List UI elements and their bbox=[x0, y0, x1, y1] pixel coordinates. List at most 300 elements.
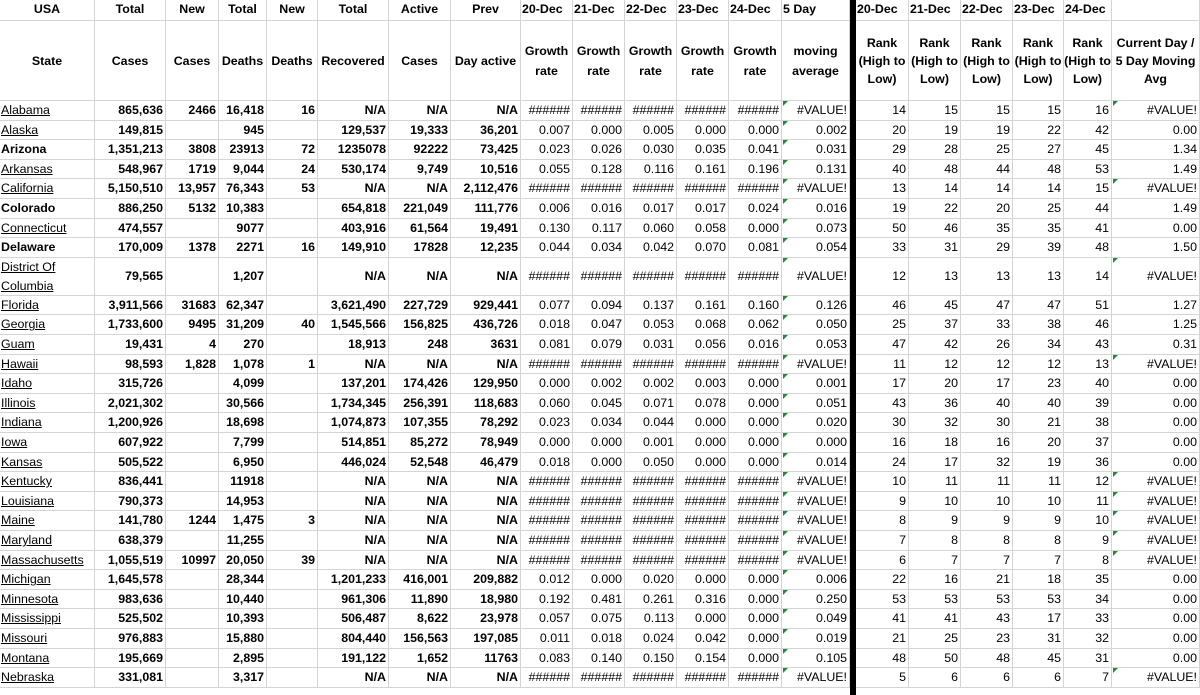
state-name-cell[interactable] bbox=[0, 121, 95, 141]
state-link[interactable]: Hawaii bbox=[1, 356, 39, 371]
cell-rank-23-dec[interactable] bbox=[1013, 238, 1064, 258]
state-link[interactable]: Arizona bbox=[1, 142, 47, 157]
cell-rank-21-dec[interactable] bbox=[909, 219, 961, 239]
cell-growth-23-dec[interactable] bbox=[677, 668, 729, 688]
cell-total-cases[interactable] bbox=[95, 258, 166, 296]
cell-rank-20-dec[interactable] bbox=[856, 258, 909, 296]
cell-growth-22-dec[interactable] bbox=[625, 492, 677, 512]
cell-rank-20-dec[interactable] bbox=[856, 238, 909, 258]
header2-prev-day-active[interactable] bbox=[451, 21, 521, 101]
cell-total-deaths[interactable] bbox=[219, 179, 267, 199]
cell-moving-average[interactable] bbox=[782, 551, 850, 571]
cell-rank-24-dec[interactable] bbox=[1064, 238, 1112, 258]
cell-total-deaths[interactable] bbox=[219, 649, 267, 669]
cell-rank-23-dec[interactable] bbox=[1013, 394, 1064, 414]
cell-prev-day-active[interactable] bbox=[451, 219, 521, 239]
cell-rank-20-dec[interactable] bbox=[856, 199, 909, 219]
state-name-cell[interactable] bbox=[0, 219, 95, 239]
cell-growth-24-dec[interactable] bbox=[729, 374, 782, 394]
cell-rank-22-dec[interactable] bbox=[961, 472, 1013, 492]
cell-current-day-ratio[interactable] bbox=[1112, 315, 1200, 335]
cell-total-deaths[interactable] bbox=[219, 433, 267, 453]
cell-growth-23-dec[interactable] bbox=[677, 160, 729, 180]
cell-moving-average[interactable] bbox=[782, 219, 850, 239]
cell-total-deaths[interactable] bbox=[219, 101, 267, 121]
cell-total-cases[interactable] bbox=[95, 609, 166, 629]
cell-growth-23-dec[interactable] bbox=[677, 570, 729, 590]
cell-growth-23-dec[interactable] bbox=[677, 649, 729, 669]
cell-total-recovered[interactable] bbox=[318, 238, 389, 258]
cell-total-deaths[interactable] bbox=[219, 413, 267, 433]
cell-total-recovered[interactable] bbox=[318, 140, 389, 160]
cell-growth-22-dec[interactable] bbox=[625, 394, 677, 414]
cell-new-cases[interactable] bbox=[166, 629, 219, 649]
state-name-cell[interactable] bbox=[0, 315, 95, 335]
cell-active-cases[interactable] bbox=[389, 629, 451, 649]
cell-new-cases[interactable] bbox=[166, 590, 219, 610]
cell-new-deaths[interactable] bbox=[267, 433, 318, 453]
cell-rank-20-dec[interactable] bbox=[856, 219, 909, 239]
cell-current-day-ratio[interactable] bbox=[1112, 590, 1200, 610]
cell-rank-21-dec[interactable] bbox=[909, 199, 961, 219]
cell-new-cases[interactable] bbox=[166, 160, 219, 180]
cell-rank-21-dec[interactable] bbox=[909, 511, 961, 531]
cell-prev-day-active[interactable] bbox=[451, 609, 521, 629]
cell-rank-23-dec[interactable] bbox=[1013, 121, 1064, 141]
cell-growth-21-dec[interactable] bbox=[573, 629, 625, 649]
cell-growth-24-dec[interactable] bbox=[729, 649, 782, 669]
header-growth-20-dec[interactable] bbox=[521, 0, 573, 21]
cell-growth-24-dec[interactable] bbox=[729, 238, 782, 258]
cell-growth-24-dec[interactable] bbox=[729, 590, 782, 610]
cell-active-cases[interactable] bbox=[389, 160, 451, 180]
cell-growth-24-dec[interactable] bbox=[729, 433, 782, 453]
header-growth-23-dec[interactable] bbox=[677, 0, 729, 21]
cell-growth-24-dec[interactable] bbox=[729, 609, 782, 629]
cell-growth-20-dec[interactable] bbox=[521, 433, 573, 453]
cell-new-deaths[interactable] bbox=[267, 609, 318, 629]
cell-active-cases[interactable] bbox=[389, 649, 451, 669]
cell-rank-21-dec[interactable] bbox=[909, 609, 961, 629]
cell-rank-22-dec[interactable] bbox=[961, 413, 1013, 433]
cell-total-deaths[interactable] bbox=[219, 531, 267, 551]
cell-active-cases[interactable] bbox=[389, 335, 451, 355]
cell-growth-20-dec[interactable] bbox=[521, 238, 573, 258]
cell-active-cases[interactable] bbox=[389, 355, 451, 375]
cell-total-deaths[interactable] bbox=[219, 238, 267, 258]
cell-rank-22-dec[interactable] bbox=[961, 199, 1013, 219]
cell-growth-20-dec[interactable] bbox=[521, 629, 573, 649]
cell-active-cases[interactable] bbox=[389, 531, 451, 551]
cell-total-cases[interactable] bbox=[95, 492, 166, 512]
cell-total-recovered[interactable] bbox=[318, 121, 389, 141]
cell-growth-24-dec[interactable] bbox=[729, 219, 782, 239]
header-total-recovered[interactable] bbox=[318, 0, 389, 21]
state-name-cell[interactable] bbox=[0, 433, 95, 453]
cell-growth-20-dec[interactable] bbox=[521, 531, 573, 551]
cell-growth-22-dec[interactable] bbox=[625, 140, 677, 160]
cell-current-day-ratio[interactable] bbox=[1112, 374, 1200, 394]
cell-new-deaths[interactable] bbox=[267, 374, 318, 394]
cell-total-deaths[interactable] bbox=[219, 355, 267, 375]
cell-active-cases[interactable] bbox=[389, 570, 451, 590]
cell-rank-24-dec[interactable] bbox=[1064, 668, 1112, 688]
cell-rank-24-dec[interactable] bbox=[1064, 609, 1112, 629]
cell-growth-22-dec[interactable] bbox=[625, 531, 677, 551]
cell-new-cases[interactable] bbox=[166, 199, 219, 219]
cell-growth-23-dec[interactable] bbox=[677, 335, 729, 355]
header2-state[interactable] bbox=[0, 21, 95, 101]
cell-rank-21-dec[interactable] bbox=[909, 629, 961, 649]
cell-current-day-ratio[interactable] bbox=[1112, 668, 1200, 688]
cell-current-day-ratio[interactable] bbox=[1112, 531, 1200, 551]
header-rank-21-dec[interactable] bbox=[909, 0, 961, 21]
cell-new-cases[interactable] bbox=[166, 101, 219, 121]
cell-rank-23-dec[interactable] bbox=[1013, 315, 1064, 335]
cell-active-cases[interactable] bbox=[389, 433, 451, 453]
cell-growth-21-dec[interactable] bbox=[573, 668, 625, 688]
cell-new-cases[interactable] bbox=[166, 413, 219, 433]
cell-rank-24-dec[interactable] bbox=[1064, 121, 1112, 141]
cell-rank-20-dec[interactable] bbox=[856, 433, 909, 453]
cell-growth-22-dec[interactable] bbox=[625, 219, 677, 239]
cell-prev-day-active[interactable] bbox=[451, 472, 521, 492]
cell-growth-21-dec[interactable] bbox=[573, 101, 625, 121]
cell-growth-23-dec[interactable] bbox=[677, 258, 729, 296]
cell-growth-24-dec[interactable] bbox=[729, 472, 782, 492]
cell-total-cases[interactable] bbox=[95, 179, 166, 199]
cell-active-cases[interactable] bbox=[389, 296, 451, 316]
state-link[interactable]: Mississippi bbox=[1, 611, 61, 626]
cell-growth-23-dec[interactable] bbox=[677, 629, 729, 649]
state-name-cell[interactable] bbox=[0, 649, 95, 669]
cell-growth-21-dec[interactable] bbox=[573, 199, 625, 219]
cell-moving-average[interactable] bbox=[782, 413, 850, 433]
cell-total-cases[interactable] bbox=[95, 374, 166, 394]
cell-growth-23-dec[interactable] bbox=[677, 179, 729, 199]
cell-rank-22-dec[interactable] bbox=[961, 140, 1013, 160]
cell-growth-23-dec[interactable] bbox=[677, 413, 729, 433]
cell-moving-average[interactable] bbox=[782, 570, 850, 590]
cell-prev-day-active[interactable] bbox=[451, 551, 521, 571]
cell-growth-21-dec[interactable] bbox=[573, 355, 625, 375]
cell-growth-20-dec[interactable] bbox=[521, 590, 573, 610]
state-link[interactable]: California bbox=[1, 181, 54, 196]
cell-new-cases[interactable] bbox=[166, 219, 219, 239]
cell-rank-24-dec[interactable] bbox=[1064, 179, 1112, 199]
state-name-cell[interactable] bbox=[0, 413, 95, 433]
cell-total-recovered[interactable] bbox=[318, 258, 389, 296]
state-name-cell[interactable] bbox=[0, 394, 95, 414]
cell-active-cases[interactable] bbox=[389, 101, 451, 121]
cell-total-cases[interactable] bbox=[95, 472, 166, 492]
cell-growth-20-dec[interactable] bbox=[521, 492, 573, 512]
cell-total-recovered[interactable] bbox=[318, 570, 389, 590]
cell-total-cases[interactable] bbox=[95, 629, 166, 649]
header2-rank-21-dec[interactable] bbox=[909, 21, 961, 101]
cell-growth-20-dec[interactable] bbox=[521, 668, 573, 688]
cell-growth-21-dec[interactable] bbox=[573, 335, 625, 355]
cell-growth-24-dec[interactable] bbox=[729, 511, 782, 531]
state-link[interactable]: Guam bbox=[1, 337, 35, 351]
cell-prev-day-active[interactable] bbox=[451, 199, 521, 219]
header2-growth-24-dec[interactable] bbox=[729, 21, 782, 101]
cell-new-deaths[interactable] bbox=[267, 296, 318, 316]
cell-growth-23-dec[interactable] bbox=[677, 472, 729, 492]
header-new-deaths[interactable] bbox=[267, 0, 318, 21]
cell-rank-21-dec[interactable] bbox=[909, 413, 961, 433]
cell-growth-20-dec[interactable] bbox=[521, 160, 573, 180]
cell-growth-20-dec[interactable] bbox=[521, 374, 573, 394]
cell-new-cases[interactable] bbox=[166, 179, 219, 199]
cell-moving-average[interactable] bbox=[782, 668, 850, 688]
cell-moving-average[interactable] bbox=[782, 492, 850, 512]
cell-growth-24-dec[interactable] bbox=[729, 140, 782, 160]
cell-growth-20-dec[interactable] bbox=[521, 101, 573, 121]
cell-total-recovered[interactable] bbox=[318, 179, 389, 199]
cell-total-cases[interactable] bbox=[95, 531, 166, 551]
header2-rank-22-dec[interactable] bbox=[961, 21, 1013, 101]
cell-new-cases[interactable] bbox=[166, 315, 219, 335]
header-total-cases[interactable] bbox=[95, 0, 166, 21]
cell-active-cases[interactable] bbox=[389, 453, 451, 473]
cell-prev-day-active[interactable] bbox=[451, 121, 521, 141]
header2-active-cases[interactable] bbox=[389, 21, 451, 101]
state-link[interactable]: Idaho bbox=[1, 376, 33, 391]
cell-new-cases[interactable] bbox=[166, 296, 219, 316]
cell-growth-20-dec[interactable] bbox=[521, 140, 573, 160]
cell-total-recovered[interactable] bbox=[318, 551, 389, 571]
cell-new-deaths[interactable] bbox=[267, 258, 318, 296]
state-name-cell[interactable] bbox=[0, 590, 95, 610]
cell-rank-22-dec[interactable] bbox=[961, 219, 1013, 239]
cell-prev-day-active[interactable] bbox=[451, 101, 521, 121]
cell-rank-20-dec[interactable] bbox=[856, 296, 909, 316]
cell-total-cases[interactable] bbox=[95, 394, 166, 414]
header2-rank-24-dec[interactable] bbox=[1064, 21, 1112, 101]
cell-rank-24-dec[interactable] bbox=[1064, 413, 1112, 433]
header2-total-cases[interactable] bbox=[95, 21, 166, 101]
cell-rank-24-dec[interactable] bbox=[1064, 492, 1112, 512]
cell-rank-23-dec[interactable] bbox=[1013, 570, 1064, 590]
cell-total-recovered[interactable] bbox=[318, 492, 389, 512]
cell-total-cases[interactable] bbox=[95, 551, 166, 571]
cell-rank-23-dec[interactable] bbox=[1013, 433, 1064, 453]
cell-rank-20-dec[interactable] bbox=[856, 570, 909, 590]
state-link[interactable]: Illinois bbox=[1, 395, 36, 410]
cell-rank-21-dec[interactable] bbox=[909, 140, 961, 160]
cell-active-cases[interactable] bbox=[389, 413, 451, 433]
cell-total-cases[interactable] bbox=[95, 649, 166, 669]
cell-current-day-ratio[interactable] bbox=[1112, 160, 1200, 180]
cell-current-day-ratio[interactable] bbox=[1112, 179, 1200, 199]
cell-total-deaths[interactable] bbox=[219, 140, 267, 160]
cell-total-recovered[interactable] bbox=[318, 472, 389, 492]
cell-prev-day-active[interactable] bbox=[451, 179, 521, 199]
cell-active-cases[interactable] bbox=[389, 121, 451, 141]
cell-rank-23-dec[interactable] bbox=[1013, 551, 1064, 571]
cell-prev-day-active[interactable] bbox=[451, 374, 521, 394]
cell-prev-day-active[interactable] bbox=[451, 590, 521, 610]
cell-growth-21-dec[interactable] bbox=[573, 551, 625, 571]
cell-rank-24-dec[interactable] bbox=[1064, 629, 1112, 649]
cell-rank-21-dec[interactable] bbox=[909, 101, 961, 121]
cell-total-cases[interactable] bbox=[95, 413, 166, 433]
cell-current-day-ratio[interactable] bbox=[1112, 199, 1200, 219]
cell-rank-24-dec[interactable] bbox=[1064, 551, 1112, 571]
cell-new-cases[interactable] bbox=[166, 531, 219, 551]
state-name-cell[interactable] bbox=[0, 335, 95, 355]
cell-current-day-ratio[interactable] bbox=[1112, 453, 1200, 473]
cell-moving-average[interactable] bbox=[782, 101, 850, 121]
cell-active-cases[interactable] bbox=[389, 219, 451, 239]
cell-rank-22-dec[interactable] bbox=[961, 668, 1013, 688]
state-link[interactable]: Indiana bbox=[1, 415, 42, 430]
cell-current-day-ratio[interactable] bbox=[1112, 492, 1200, 512]
cell-growth-23-dec[interactable] bbox=[677, 315, 729, 335]
cell-growth-22-dec[interactable] bbox=[625, 433, 677, 453]
cell-prev-day-active[interactable] bbox=[451, 433, 521, 453]
cell-current-day-ratio[interactable] bbox=[1112, 649, 1200, 669]
cell-active-cases[interactable] bbox=[389, 590, 451, 610]
cell-total-deaths[interactable] bbox=[219, 121, 267, 141]
cell-growth-20-dec[interactable] bbox=[521, 453, 573, 473]
cell-rank-22-dec[interactable] bbox=[961, 315, 1013, 335]
cell-rank-24-dec[interactable] bbox=[1064, 511, 1112, 531]
cell-growth-20-dec[interactable] bbox=[521, 199, 573, 219]
cell-total-recovered[interactable] bbox=[318, 453, 389, 473]
cell-growth-22-dec[interactable] bbox=[625, 238, 677, 258]
cell-growth-22-dec[interactable] bbox=[625, 511, 677, 531]
state-link[interactable]: Massachusetts bbox=[1, 552, 84, 567]
cell-rank-22-dec[interactable] bbox=[961, 335, 1013, 355]
cell-growth-20-dec[interactable] bbox=[521, 413, 573, 433]
cell-current-day-ratio[interactable] bbox=[1112, 335, 1200, 355]
cell-current-day-ratio[interactable] bbox=[1112, 570, 1200, 590]
cell-moving-average[interactable] bbox=[782, 258, 850, 296]
cell-moving-average[interactable] bbox=[782, 199, 850, 219]
cell-rank-21-dec[interactable] bbox=[909, 121, 961, 141]
cell-rank-22-dec[interactable] bbox=[961, 101, 1013, 121]
cell-total-cases[interactable] bbox=[95, 296, 166, 316]
header2-rank-23-dec[interactable] bbox=[1013, 21, 1064, 101]
cell-total-recovered[interactable] bbox=[318, 413, 389, 433]
header2-total-deaths[interactable] bbox=[219, 21, 267, 101]
cell-rank-23-dec[interactable] bbox=[1013, 511, 1064, 531]
cell-growth-23-dec[interactable] bbox=[677, 238, 729, 258]
cell-growth-24-dec[interactable] bbox=[729, 453, 782, 473]
cell-prev-day-active[interactable] bbox=[451, 394, 521, 414]
cell-new-cases[interactable] bbox=[166, 511, 219, 531]
header-growth-24-dec[interactable] bbox=[729, 0, 782, 21]
cell-growth-22-dec[interactable] bbox=[625, 121, 677, 141]
cell-growth-20-dec[interactable] bbox=[521, 258, 573, 296]
cell-rank-20-dec[interactable] bbox=[856, 101, 909, 121]
state-name-cell[interactable] bbox=[0, 179, 95, 199]
state-name-cell[interactable] bbox=[0, 668, 95, 688]
cell-prev-day-active[interactable] bbox=[451, 531, 521, 551]
cell-new-deaths[interactable] bbox=[267, 668, 318, 688]
cell-current-day-ratio[interactable] bbox=[1112, 472, 1200, 492]
cell-total-cases[interactable] bbox=[95, 433, 166, 453]
cell-new-cases[interactable] bbox=[166, 570, 219, 590]
cell-new-cases[interactable] bbox=[166, 453, 219, 473]
cell-total-cases[interactable] bbox=[95, 199, 166, 219]
cell-growth-24-dec[interactable] bbox=[729, 629, 782, 649]
cell-total-cases[interactable] bbox=[95, 590, 166, 610]
cell-growth-21-dec[interactable] bbox=[573, 453, 625, 473]
cell-rank-24-dec[interactable] bbox=[1064, 101, 1112, 121]
cell-current-day-ratio[interactable] bbox=[1112, 238, 1200, 258]
cell-rank-22-dec[interactable] bbox=[961, 258, 1013, 296]
cell-new-deaths[interactable] bbox=[267, 121, 318, 141]
cell-new-deaths[interactable] bbox=[267, 394, 318, 414]
cell-total-deaths[interactable] bbox=[219, 590, 267, 610]
cell-rank-22-dec[interactable] bbox=[961, 570, 1013, 590]
header2-growth-23-dec[interactable] bbox=[677, 21, 729, 101]
cell-growth-21-dec[interactable] bbox=[573, 219, 625, 239]
cell-total-cases[interactable] bbox=[95, 140, 166, 160]
cell-moving-average[interactable] bbox=[782, 121, 850, 141]
cell-total-deaths[interactable] bbox=[219, 296, 267, 316]
cell-total-cases[interactable] bbox=[95, 121, 166, 141]
cell-rank-23-dec[interactable] bbox=[1013, 629, 1064, 649]
cell-new-deaths[interactable] bbox=[267, 453, 318, 473]
header2-new-deaths[interactable] bbox=[267, 21, 318, 101]
cell-growth-24-dec[interactable] bbox=[729, 160, 782, 180]
cell-growth-24-dec[interactable] bbox=[729, 179, 782, 199]
cell-growth-23-dec[interactable] bbox=[677, 121, 729, 141]
cell-growth-22-dec[interactable] bbox=[625, 609, 677, 629]
cell-growth-20-dec[interactable] bbox=[521, 121, 573, 141]
cell-growth-21-dec[interactable] bbox=[573, 649, 625, 669]
state-link[interactable]: Florida bbox=[1, 297, 39, 312]
cell-active-cases[interactable] bbox=[389, 609, 451, 629]
cell-growth-23-dec[interactable] bbox=[677, 394, 729, 414]
cell-rank-24-dec[interactable] bbox=[1064, 570, 1112, 590]
cell-rank-20-dec[interactable] bbox=[856, 492, 909, 512]
state-link[interactable]: Alabama bbox=[1, 103, 50, 117]
cell-growth-24-dec[interactable] bbox=[729, 668, 782, 688]
cell-rank-23-dec[interactable] bbox=[1013, 160, 1064, 180]
cell-new-cases[interactable] bbox=[166, 433, 219, 453]
cell-growth-20-dec[interactable] bbox=[521, 472, 573, 492]
cell-current-day-ratio[interactable] bbox=[1112, 355, 1200, 375]
cell-new-deaths[interactable] bbox=[267, 649, 318, 669]
cell-growth-20-dec[interactable] bbox=[521, 551, 573, 571]
cell-growth-24-dec[interactable] bbox=[729, 570, 782, 590]
cell-growth-22-dec[interactable] bbox=[625, 472, 677, 492]
cell-growth-23-dec[interactable] bbox=[677, 296, 729, 316]
state-link[interactable]: Michigan bbox=[1, 572, 51, 587]
header2-current-day-ratio[interactable] bbox=[1112, 21, 1200, 101]
cell-rank-20-dec[interactable] bbox=[856, 355, 909, 375]
cell-moving-average[interactable] bbox=[782, 531, 850, 551]
cell-prev-day-active[interactable] bbox=[451, 492, 521, 512]
cell-rank-24-dec[interactable] bbox=[1064, 335, 1112, 355]
cell-growth-24-dec[interactable] bbox=[729, 199, 782, 219]
state-name-cell[interactable] bbox=[0, 160, 95, 180]
header2-moving-average[interactable] bbox=[782, 21, 850, 101]
cell-rank-21-dec[interactable] bbox=[909, 433, 961, 453]
cell-moving-average[interactable] bbox=[782, 590, 850, 610]
cell-growth-24-dec[interactable] bbox=[729, 531, 782, 551]
cell-rank-23-dec[interactable] bbox=[1013, 531, 1064, 551]
header2-growth-22-dec[interactable] bbox=[625, 21, 677, 101]
cell-rank-24-dec[interactable] bbox=[1064, 160, 1112, 180]
cell-rank-20-dec[interactable] bbox=[856, 413, 909, 433]
cell-total-deaths[interactable] bbox=[219, 551, 267, 571]
